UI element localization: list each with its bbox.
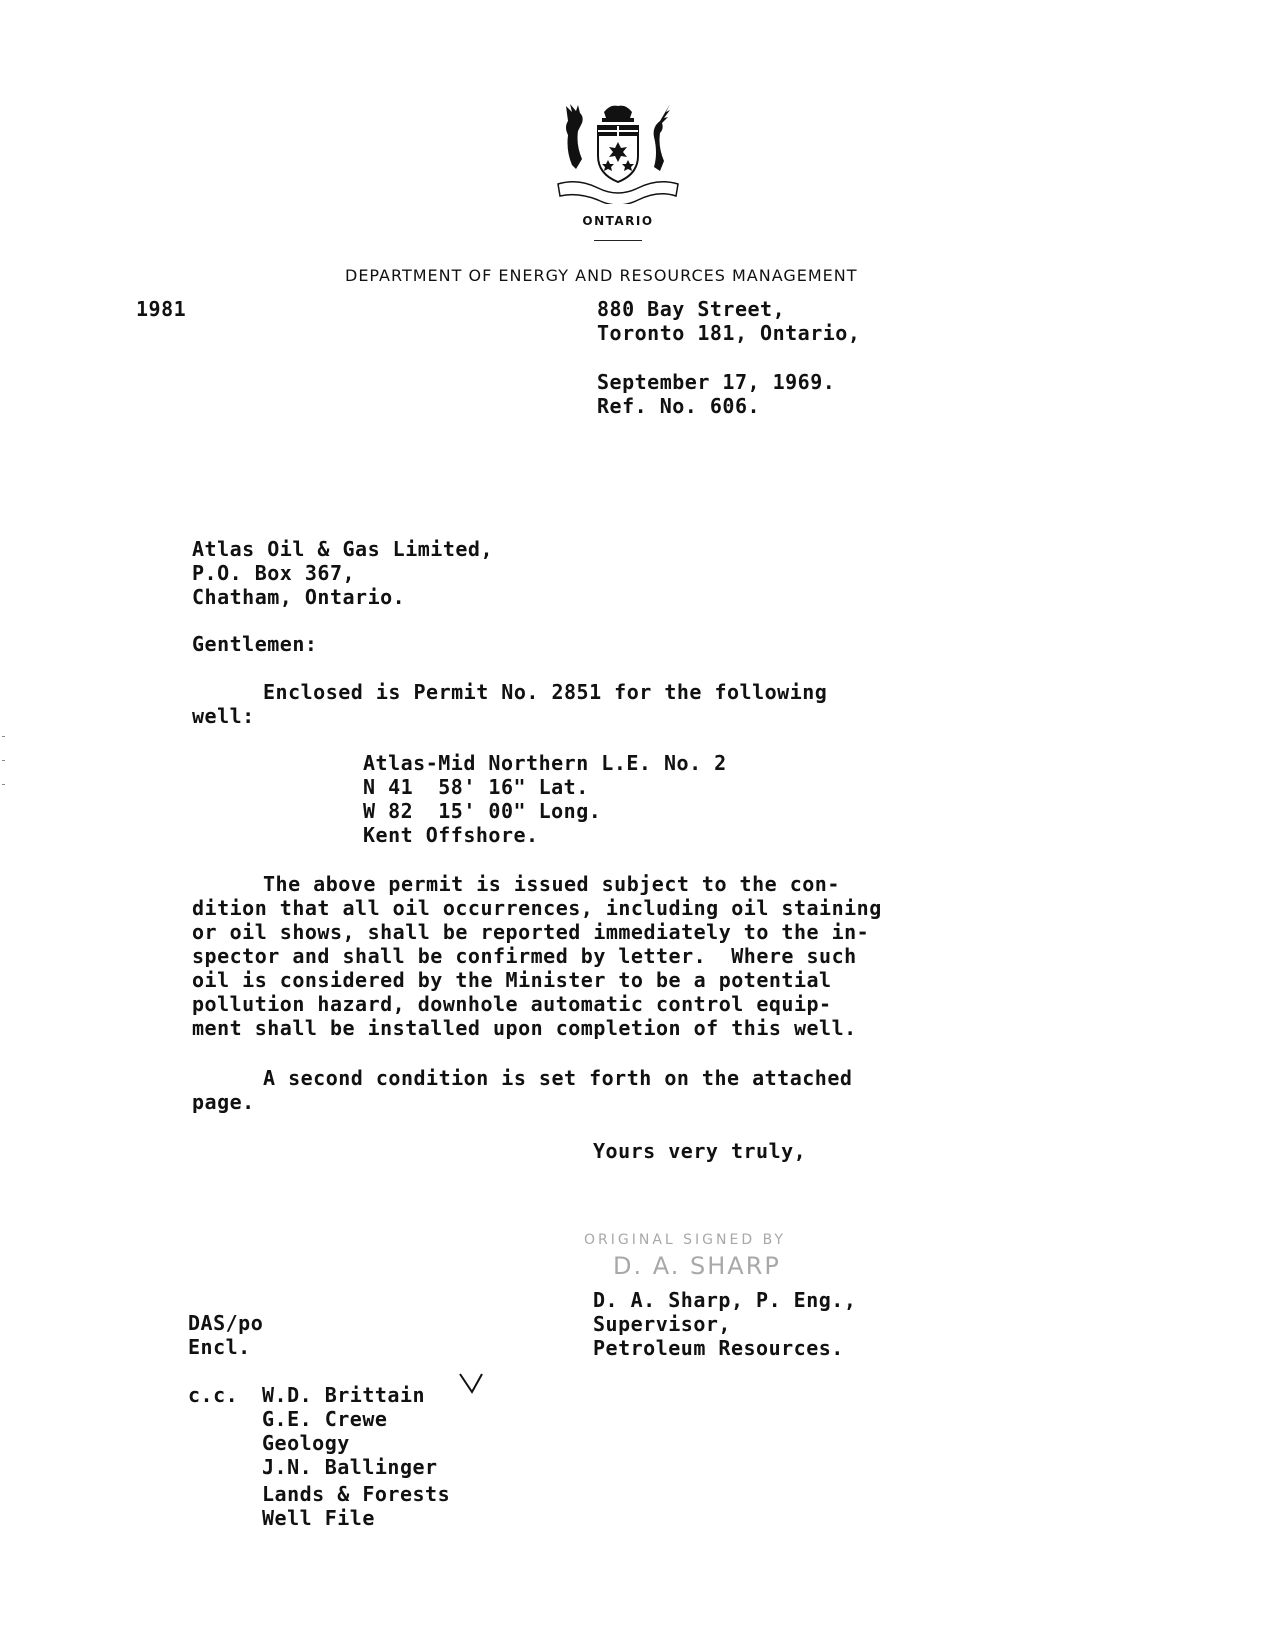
well-latitude: N 41 58' 16" Lat. — [363, 775, 589, 799]
condition-line-4: spector and shall be confirmed by letter. Where such — [192, 944, 857, 968]
second-condition-line-2: page. — [192, 1090, 255, 1114]
reference-number: Ref. No. 606. — [597, 394, 761, 418]
condition-line-2: dition that all oil occurrences, including oil staining — [192, 896, 882, 920]
sender-address-line-2: Toronto 181, Ontario, — [597, 321, 861, 345]
recipient-line-1: Atlas Oil & Gas Limited, — [192, 537, 493, 561]
signature-stamp-caption: ORIGINAL SIGNED BY — [584, 1232, 786, 1248]
condition-line-5: oil is considered by the Minister to be a potential — [192, 968, 832, 992]
cc-recipient: Well File — [262, 1506, 375, 1530]
recipient-line-3: Chatham, Ontario. — [192, 585, 406, 609]
letter-date: September 17, 1969. — [597, 370, 836, 394]
signatory-name: D. A. Sharp, P. Eng., — [593, 1288, 857, 1312]
well-longitude: W 82 15' 00" Long. — [363, 799, 602, 823]
cc-recipient: J.N. Ballinger — [262, 1455, 438, 1479]
letterhead-rule — [594, 240, 642, 241]
signatory-department: Petroleum Resources. — [593, 1336, 844, 1360]
checkmark-icon — [458, 1370, 486, 1400]
well-area: Kent Offshore. — [363, 823, 539, 847]
scan-mark — [2, 760, 5, 761]
condition-line-1: The above permit is issued subject to the con- — [263, 872, 840, 896]
condition-line-7: ment shall be installed upon completion of this well. — [192, 1016, 857, 1040]
scan-mark — [2, 784, 5, 785]
recipient-line-2: P.O. Box 367, — [192, 561, 356, 585]
signatory-title: Supervisor, — [593, 1312, 731, 1336]
cc-recipient: G.E. Crewe — [262, 1407, 388, 1431]
intro-line-1: Enclosed is Permit No. 2851 for the following — [263, 680, 828, 704]
sender-address-line-1: 880 Bay Street, — [597, 297, 786, 321]
ontario-coat-of-arms-icon — [556, 100, 680, 204]
condition-line-6: pollution hazard, downhole automatic control equip- — [192, 992, 832, 1016]
scan-mark — [2, 736, 5, 737]
cc-recipient: W.D. Brittain — [262, 1383, 426, 1407]
province-name: ONTARIO — [582, 214, 654, 228]
cc-recipient: Lands & Forests — [262, 1482, 451, 1506]
signature-stamp-name: D. A. SHARP — [613, 1252, 781, 1280]
file-number: 1981 — [136, 297, 187, 321]
condition-line-3: or oil shows, shall be reported immediately to the in- — [192, 920, 870, 944]
enclosure-note: Encl. — [188, 1335, 251, 1359]
second-condition-line-1: A second condition is set forth on the attached — [263, 1066, 853, 1090]
department-heading: DEPARTMENT OF ENERGY AND RESOURCES MANAGEMENT — [345, 266, 858, 285]
typist-initials: DAS/po — [188, 1311, 264, 1335]
well-name: Atlas-Mid Northern L.E. No. 2 — [363, 751, 727, 775]
closing: Yours very truly, — [593, 1139, 807, 1163]
cc-label: c.c. — [188, 1383, 239, 1407]
intro-line-2: well: — [192, 704, 255, 728]
salutation: Gentlemen: — [192, 632, 318, 656]
cc-recipient: Geology — [262, 1431, 350, 1455]
